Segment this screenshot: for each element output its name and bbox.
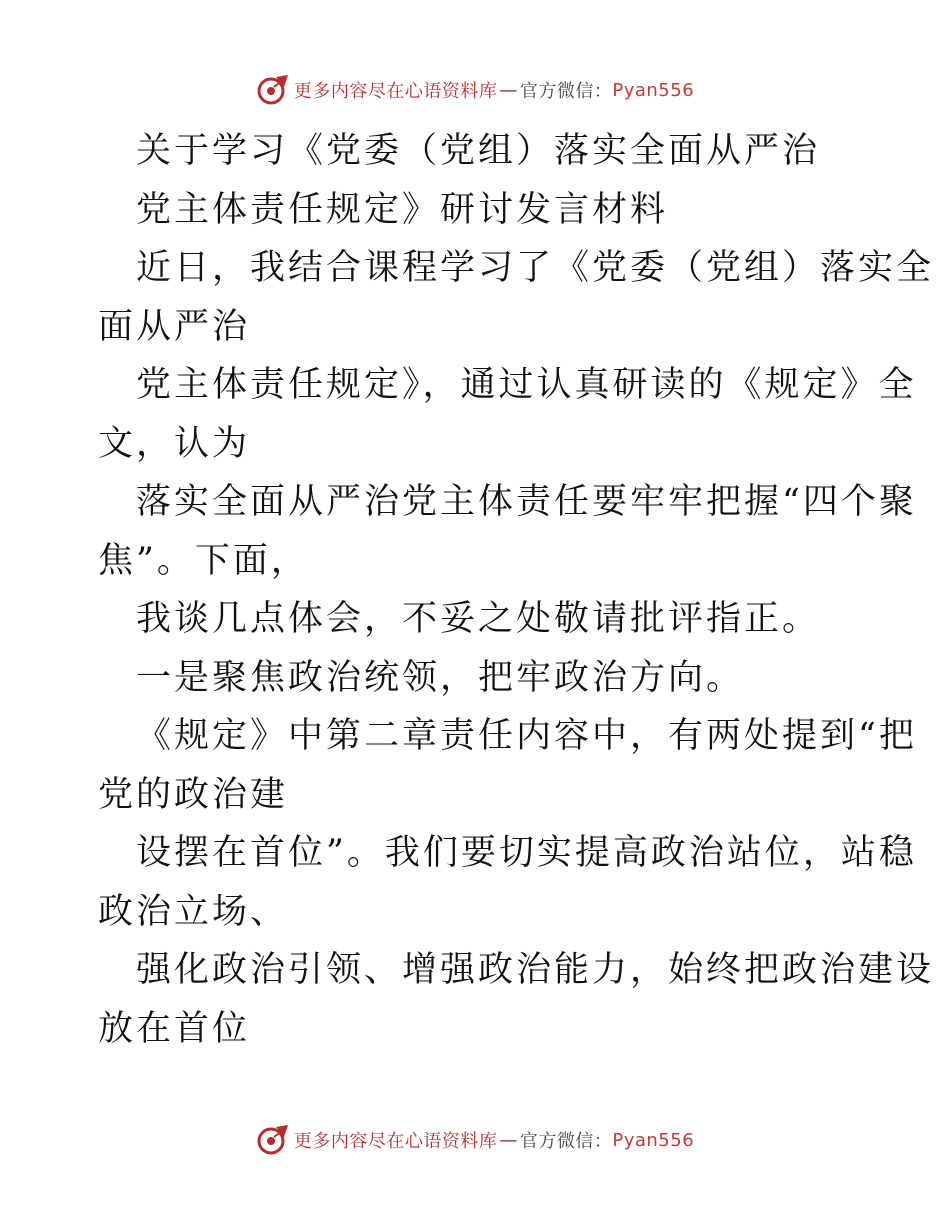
watermark-id: Pyan556 [612, 79, 695, 101]
paragraph-line: 党主体责任规定》，通过认真研读的《规定》全 [136, 365, 917, 405]
paragraph-line: 焦”。下面， [98, 540, 309, 581]
document-title-line-1: 关于学习《党委（党组）落实全面从严治 [136, 131, 821, 171]
paragraph-line: 《规定》中第二章责任内容中，有两处提到“把 [136, 716, 917, 756]
watermark-text-gray: 官方微信： [519, 81, 613, 102]
watermark-text-red: 更多内容尽在心语资料库 [293, 81, 498, 102]
watermark-id: Pyan556 [612, 1129, 695, 1151]
watermark-text-red: 更多内容尽在心语资料库 [293, 1131, 498, 1152]
paragraph-line: 我谈几点体会，不妥之处敬请批评指正。 [136, 599, 821, 639]
paragraph-line: 强化政治引领、增强政治能力，始终把政治建设 [136, 950, 935, 990]
header-watermark [0, 72, 950, 108]
pen-nib-logo-icon [256, 73, 290, 107]
paragraph-line: 设摆在首位”。我们要切实提高政治站位，站稳 [136, 833, 917, 873]
paragraph-line: 面从严治 [98, 306, 251, 347]
watermark-dash: — [499, 79, 518, 101]
document-title-line-2: 党主体责任规定》研讨发言材料 [136, 189, 669, 230]
watermark-text-gray: 官方微信： [519, 1131, 613, 1152]
paragraph-line: 放在首位 [98, 1008, 251, 1049]
paragraph-line: 近日，我结合课程学习了《党委（党组）落实全 [136, 248, 935, 288]
section-heading: 一是聚焦政治统领，把牢政治方向。 [136, 657, 745, 698]
paragraph-line: 文，认为 [98, 423, 251, 464]
pen-nib-logo-icon [256, 1123, 290, 1157]
paragraph-line: 党的政治建 [98, 774, 289, 815]
paragraph-line: 政治立场、 [98, 891, 289, 932]
footer-watermark [0, 1122, 950, 1158]
paragraph-line: 落实全面从严治党主体责任要牢牢把握“四个聚 [136, 482, 917, 522]
document-body [98, 122, 935, 1058]
watermark-dash: — [499, 1129, 518, 1151]
